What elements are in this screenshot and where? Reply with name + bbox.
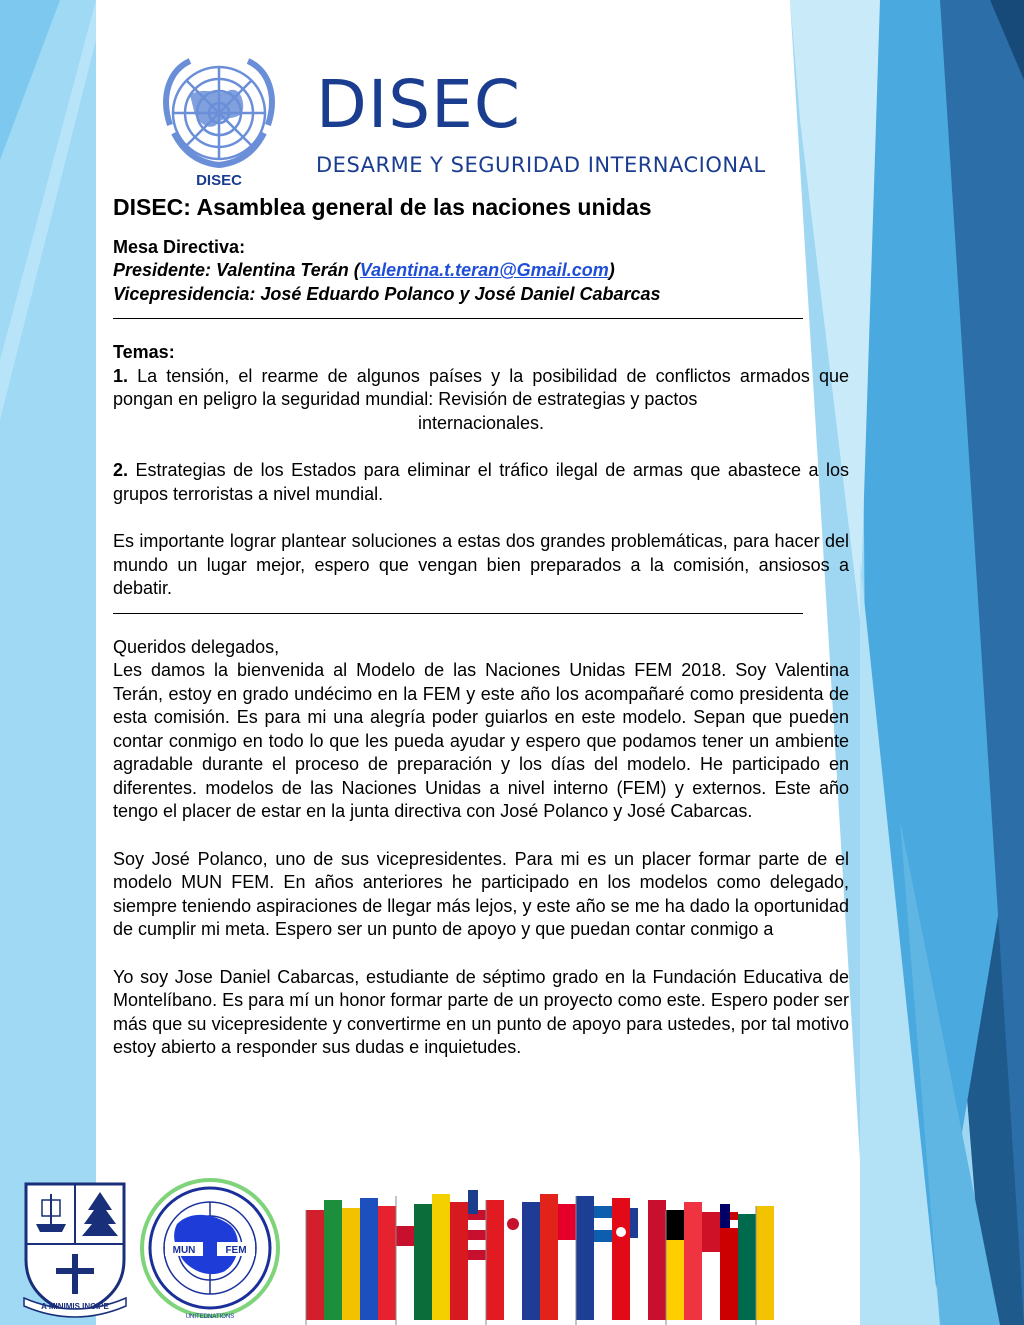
tema-1-number: 1. xyxy=(113,365,129,386)
un-emblem-icon xyxy=(150,55,288,190)
presidente-prefix: Presidente: Valentina Terán ( xyxy=(113,260,360,280)
world-flags-image xyxy=(300,1180,786,1325)
polanco-paragraph: Soy José Polanco, uno de sus vicepresidentes. Para mi es un placer formar parte de el modelo MUN FEM. En años anteriores he participado en los modelos como delegado, siempre teniendo aspiraciones de llegar más lejos, y este año se me ha dado la oportunidad de cumplir mi meta. Espero ser un punto de apoyo y que puedan contar conmigo a xyxy=(113,848,849,939)
document-body xyxy=(113,192,849,1060)
school-crest-icon xyxy=(22,1180,128,1318)
tema-2-text: Estrategias de los Estados para eliminar el tráfico ilegal de armas que abastece a los grupos terroristas a nivel mundial. xyxy=(113,460,849,504)
tema-2 xyxy=(113,459,849,506)
document-heading: DISEC: Asamblea general de las naciones unidas xyxy=(113,194,652,220)
bienvenida-paragraph: Les damos la bienvenida al Modelo de las Naciones Unidas FEM 2018. Soy Valentina Terán, estoy en grado undécimo en la FEM y este año los acompañaré como presidenta de esta comisión. Es para mi una alegría poder guiarlos en este modelo. Sepan que pueden contar conmigo en todo lo que les pueda ayudar y espero que podamos tener un ambiente agradable durante el proceso de preparación y los días del modelo. He participado en diferentes. modelos de las Naciones Unidas a nivel interno (FEM) y externos. Este año tengo el placer de estar en la junta directiva con José Polanco y José Cabarcas. xyxy=(113,660,849,821)
importante-paragraph: Es importante lograr plantear soluciones a estas dos grandes problemáticas, para hacer del mundo un lugar mejor, espero que vengan bien preparados a la comisión, ansiosos a debatir. xyxy=(113,531,849,598)
mun-label: MUN xyxy=(172,1245,196,1256)
vicepresidencia-line: Vicepresidencia: José Eduardo Polanco y José Daniel Cabarcas xyxy=(113,283,661,304)
mesa-directiva-label: Mesa Directiva: xyxy=(113,236,246,257)
cabarcas-paragraph: Yo soy Jose Daniel Cabarcas, estudiante de séptimo grado en la Fundación Educativa de Montelíbano. Es para mí un honor formar parte de un proyecto como este. Espero poder ser más que su vicepresidente y convertirme en un punto de apoyo para ustedes, por tal motivo estoy abierto a responder sus dudas e inquietudes. xyxy=(113,966,849,1057)
committee-title: DISEC xyxy=(316,66,521,143)
divider xyxy=(113,601,803,614)
mun-fem-logo-icon xyxy=(135,1178,285,1323)
committee-subtitle: DESARME Y SEGURIDAD INTERNACIONAL xyxy=(316,153,766,177)
presidente-line xyxy=(113,259,849,283)
divider xyxy=(113,306,803,319)
presidente-email-link[interactable]: Valentina.t.teran@Gmail.com xyxy=(359,260,609,280)
crest-motto: A MINIMIS INCIPE xyxy=(41,1302,109,1311)
tema-2-number: 2. xyxy=(113,460,129,480)
tema-1-text: La tensión, el rearme de algunos países y la posibilidad de conflictos armados que pongan en peligro la seguridad mundial: Revisión de estrategias y pactos xyxy=(113,365,849,409)
document-header xyxy=(0,0,1024,200)
presidente-suffix: ) xyxy=(608,260,615,280)
tema-1-tail: internacionales. xyxy=(417,412,545,433)
un-emblem-label: DISEC xyxy=(196,172,242,189)
saludo: Queridos delegados, xyxy=(113,636,280,657)
tema-1 xyxy=(113,365,849,412)
fem-label: FEM xyxy=(225,1245,247,1256)
mun-ring-text: UNITEDNATIONS xyxy=(185,1314,235,1320)
temas-label: Temas: xyxy=(113,342,175,362)
